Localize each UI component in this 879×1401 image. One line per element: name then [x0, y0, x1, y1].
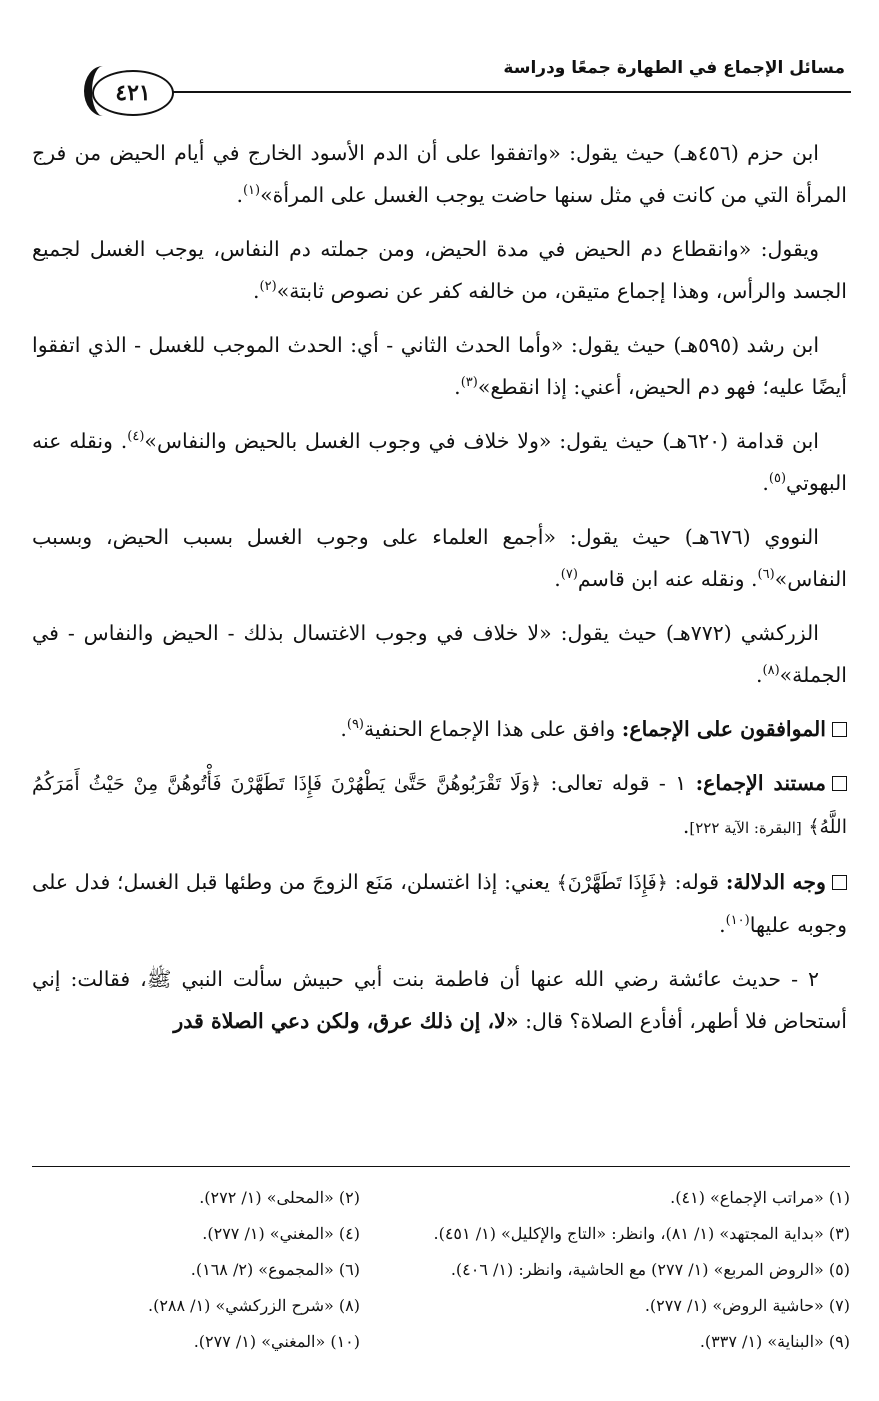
- quran-verse: ﴿وَلَا تَقْرَبُوهُنَّ حَتَّىٰ يَطْهُرْنَ فَإِذَا تَطَهَّرْنَ فَأْتُوهُنَّ مِنْ حَيْثُ أَمَرَكُمُ اللَّهُ﴾: [32, 773, 847, 838]
- footnote-4: (٤) «المغني» (١/ ٢٧٧).: [202, 1224, 360, 1243]
- footnote-8: (٨) «شرح الزركشي» (١/ ٢٨٨).: [147, 1296, 360, 1315]
- paragraph-hadith: ٢ - حديث عائشة رضي الله عنها أن فاطمة بنت أبي حبيش سألت النبي ﷺ، فقالت: إني أستحاض فلا أطهر، أفأدع الصلاة؟ قال: «لا، إن ذلك عرق، ولكن دعي الصلاة قدر: [32, 967, 847, 1033]
- paragraph-ibn-hazm-2: ويقول: «وانقطاع دم الحيض في مدة الحيض، ومن جملته دم النفاس، يوجب الغسل لجميع الجسد والرأس، وهذا إجماع متيقن، من خالفه كفر عن نصوص ثابتة»$^{(٢)}$.: [32, 237, 847, 303]
- paragraph-ibn-hazm-1: ابن حزم (٤٥٦هـ) حيث يقول: «واتفقوا على أن الدم الأسود الخارج في أيام الحيض من فرج المرأة التي من كانت في مثل سنها حاضت يوجب الغسل على المرأة»$^{(١)}$.: [32, 141, 847, 207]
- square-bullet-icon: [832, 776, 847, 791]
- footnote-ref: (٦): [757, 567, 775, 583]
- running-header-title: مسائل الإجماع في الطهارة جمعًا ودراسة: [503, 58, 845, 78]
- paragraph-ibn-qudama: ابن قدامة (٦٢٠هـ) حيث يقول: «ولا خلاف في وجوب الغسل بالحيض والنفاس»$^{(٤)}$. ونقله عنه البهوتي$^{(٥)}$.: [32, 429, 847, 495]
- footnote-ref: (٩): [346, 717, 364, 733]
- footnote-9: (٩) «البناية» (١/ ٣٣٧).: [699, 1332, 850, 1351]
- verse-citation: [البقرة: الآية ٢٢٢]: [689, 819, 802, 837]
- section-label: الموافقون على الإجماع:: [621, 717, 826, 741]
- page-number: ٤٢١: [92, 70, 174, 116]
- footnote-6: (٦) «المجموع» (٢/ ١٦٨).: [190, 1260, 360, 1279]
- footnote-3: (٣) «بداية المجتهد» (١/ ٨١)، وانظر: «التاج والإكليل» (١/ ٤٥١).: [433, 1224, 850, 1243]
- footnote-ref: (٣): [460, 375, 478, 391]
- footnote-separator: [32, 1166, 850, 1167]
- header-rule: [172, 91, 851, 93]
- section-label: وجه الدلالة:: [725, 870, 826, 894]
- footnote-ref: (٢): [259, 279, 277, 295]
- footnotes: [32, 1180, 850, 1360]
- footnote-ref: (١٠): [725, 913, 750, 929]
- footnote-ref: (٤): [127, 429, 145, 445]
- footnote-5: (٥) «الروض المربع» (١/ ٢٧٧) مع الحاشية، وانظر: (١/ ٤٠٦).: [450, 1260, 850, 1279]
- main-text: [32, 132, 847, 1054]
- hadith-text: «لا، إن ذلك عرق، ولكن دعي الصلاة قدر: [173, 1009, 519, 1033]
- paragraph-agreeing: الموافقون على الإجماع: وافق على هذا الإجماع الحنفية$^{(٩)}$.: [32, 708, 847, 750]
- section-label: مستند الإجماع:: [695, 771, 826, 795]
- footnote-ref: (٧): [560, 567, 578, 583]
- footnote-1: (١) «مراتب الإجماع» (٤١).: [670, 1188, 850, 1207]
- square-bullet-icon: [832, 722, 847, 737]
- quran-verse: ﴿فَإِذَا تَطَهَّرْنَ﴾: [556, 872, 668, 894]
- footnote-ref: (١): [242, 183, 261, 199]
- footnote-2: (٢) «المحلى» (١/ ٢٧٢).: [199, 1188, 360, 1207]
- footnote-ref: (٨): [762, 663, 780, 679]
- paragraph-ibn-rushd: ابن رشد (٥٩٥هـ) حيث يقول: «وأما الحدث الثاني - أي: الحدث الموجب للغسل - الذي اتفقوا أيضًا عليه؛ فهو دم الحيض، أعني: إذا انقطع»$^{(٣)}$.: [32, 333, 847, 399]
- paragraph-nawawi: النووي (٦٧٦هـ) حيث يقول: «أجمع العلماء على وجوب الغسل بسبب الحيض، وبسبب النفاس»$^{(٦)}$. ونقله عنه ابن قاسم$^{(٧)}$.: [32, 525, 847, 591]
- footnote-7: (٧) «حاشية الروض» (١/ ٢٧٧).: [644, 1296, 850, 1315]
- square-bullet-icon: [832, 875, 847, 890]
- footnote-10: (١٠) «المغني» (١/ ٢٧٧).: [193, 1332, 360, 1351]
- footnote-ref: (٥): [768, 471, 787, 487]
- paragraph-zarkashi: الزركشي (٧٧٢هـ) حيث يقول: «لا خلاف في وجوب الاغتسال بذلك - الحيض والنفاس - في الجملة»$^{(٨)}$.: [32, 621, 847, 687]
- paragraph-evidence: وجه الدلالة: قوله: ﴿فَإِذَا تَطَهَّرْنَ﴾ يعني: إذا اغتسلن، مَنَع الزوجَ من وطئها قبل الغسل؛ فدل على وجوبه عليها$^{(١٠)}$.: [32, 870, 847, 937]
- paragraph-basis: مستند الإجماع: ١ - قوله تعالى: ﴿وَلَا تَقْرَبُوهُنَّ حَتَّىٰ يَطْهُرْنَ فَإِذَا تَطَهَّرْنَ فَأْتُوهُنَّ مِنْ حَيْثُ أَمَرَكُمُ اللَّهُ﴾ [البقرة: الآية ٢٢٢].: [32, 771, 847, 838]
